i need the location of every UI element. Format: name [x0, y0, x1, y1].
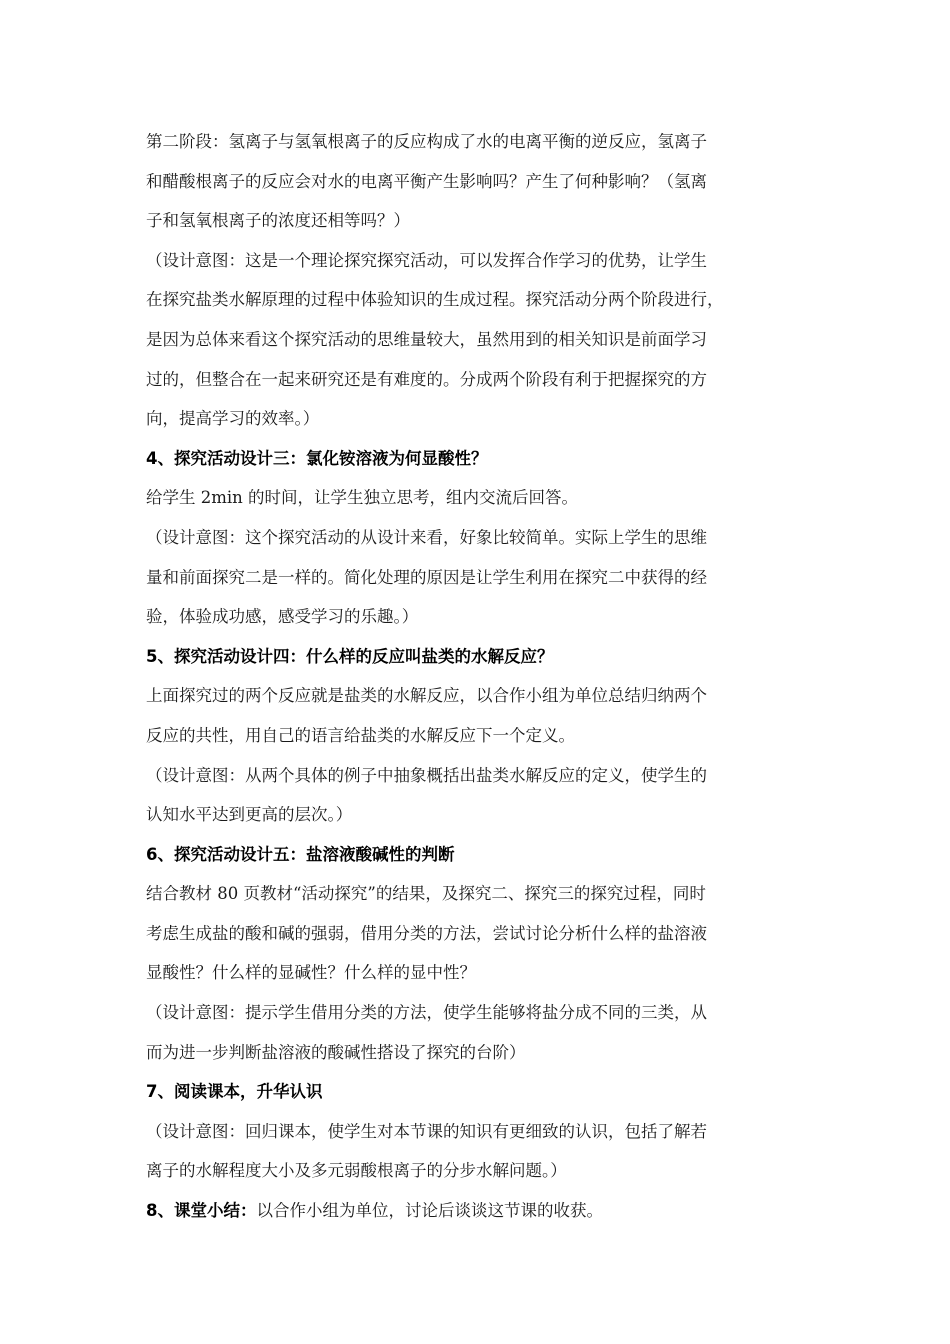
- design-intent-line: 而为进一步判断盐溶液的酸碱性搭设了探究的台阶）: [146, 1042, 526, 1062]
- design-intent-line: （设计意图：提示学生借用分类的方法，使学生能够将盐分成不同的三类，从: [146, 1003, 707, 1023]
- paragraph-line: 子和氢氧根离子的浓度还相等吗？）: [146, 211, 410, 231]
- paragraph-line: 反应的共性，用自己的语言给盐类的水解反应下一个定义。: [146, 725, 575, 745]
- design-intent-line: 验，体验成功感，感受学习的乐趣。）: [146, 607, 419, 627]
- document-body: [146, 122, 811, 1231]
- paragraph-line: 第二阶段：氢离子与氢氧根离子的反应构成了水的电离平衡的逆反应，氢离子: [146, 132, 707, 151]
- section-heading-6: 6、探究活动设计五：盐溶液酸碱性的判断: [146, 844, 455, 864]
- section-heading-4: 4、探究活动设计三：氯化铵溶液为何显酸性？: [146, 448, 488, 468]
- design-intent-line: （设计意图：这个探究活动的从设计来看，好象比较简单。实际上学生的思维: [146, 527, 707, 547]
- design-intent-line: （设计意图：回归课本，使学生对本节课的知识有更细致的认识，包括了解若: [146, 1121, 707, 1141]
- design-intent-line: （设计意图：这是一个理论探究探究活动，可以发挥合作学习的优势，让学生: [146, 250, 707, 270]
- design-intent-line: 认知水平达到更高的层次。）: [146, 805, 353, 825]
- paragraph-line: 给学生 2min 的时间，让学生独立思考，组内交流后回答。: [146, 488, 579, 508]
- design-intent-line: 在探究盐类水解原理的过程中体验知识的生成过程。探究活动分两个阶段进行，: [146, 290, 724, 310]
- design-intent-line: 是因为总体来看这个探究活动的思维量较大，虽然用到的相关知识是前面学习: [146, 329, 707, 349]
- summary-text: 以合作小组为单位，讨论后谈谈这节课的收获。: [256, 1201, 603, 1221]
- design-intent-line: （设计意图：从两个具体的例子中抽象概括出盐类水解反应的定义，使学生的: [146, 765, 707, 785]
- design-intent-line: 过的，但整合在一起来研究还是有难度的。分成两个阶段有利于把握探究的方: [146, 369, 707, 389]
- section-heading-7: 7、阅读课本，升华认识: [146, 1082, 323, 1102]
- section-heading-5: 5、探究活动设计四：什么样的反应叫盐类的水解反应？: [146, 646, 554, 666]
- section-heading-8: 8、课堂小结：: [146, 1201, 257, 1221]
- summary-line: [146, 1191, 811, 1231]
- paragraph-line: 考虑生成盐的酸和碱的强弱，借用分类的方法，尝试讨论分析什么样的盐溶液: [146, 923, 707, 943]
- paragraph-line: 结合教材 80 页教材“活动探究”的结果，及探究二、探究三的探究过程，同时: [146, 884, 706, 904]
- design-intent-line: 量和前面探究二是一样的。简化处理的原因是让学生利用在探究二中获得的经: [146, 567, 707, 587]
- paragraph-line: 上面探究过的两个反应就是盐类的水解反应，以合作小组为单位总结归纳两个: [146, 686, 707, 706]
- design-intent-line: 向，提高学习的效率。）: [146, 409, 320, 429]
- paragraph-line: 显酸性？什么样的显碱性？什么样的显中性？: [146, 963, 476, 983]
- paragraph-line: 和醋酸根离子的反应会对水的电离平衡产生影响吗？产生了何种影响？（氢离: [146, 171, 707, 191]
- design-intent-line: 离子的水解程度大小及多元弱酸根离子的分步水解问题。）: [146, 1161, 567, 1181]
